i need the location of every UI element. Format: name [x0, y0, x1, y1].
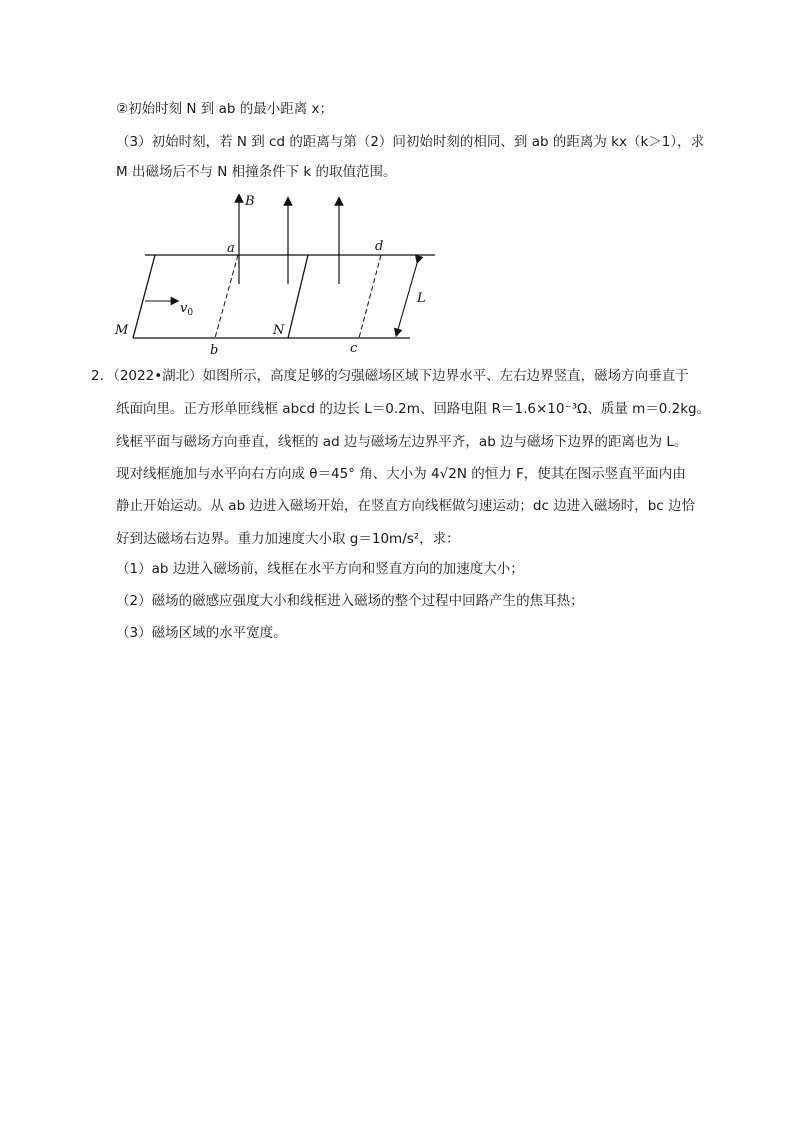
label-d: d [375, 239, 384, 254]
boundary-ab [215, 255, 238, 338]
question-2-sub-2: （2）磁场的磁感应强度大小和线框进入磁场的整个过程中回路产生的焦耳热； [116, 593, 584, 609]
part-3-text-cont: M 出磁场后不与 N 相撞条件下 k 的取值范围。 [116, 164, 397, 180]
question-2-sub-1: （1）ab 边进入磁场前，线框在水平方向和竖直方向的加速度大小； [116, 561, 524, 577]
label-N: N [273, 323, 285, 338]
bar-M [133, 255, 155, 338]
question-2-line-2: 纸面向里。正方形单匝线框 abcd 的边长 L＝0.2m、回路电阻 R＝1.6×10⁻³Ω、质量 m＝0.2kg。 [116, 401, 711, 417]
label-v0: $v_0$ [180, 301, 194, 318]
bar-N [288, 255, 308, 338]
distance-L-arrow [397, 260, 418, 333]
boundary-dc [359, 255, 381, 338]
question-2-sub-3: （3）磁场区域的水平宽度。 [116, 625, 287, 641]
question-2-line-4: 现对线框施加与水平向右方向成 θ＝45° 角、大小为 4√2N 的恒力 F，使其在图示竖直平面内由 [116, 466, 686, 482]
rails-magnetic-field-diagram [105, 188, 445, 358]
label-c: c [350, 341, 358, 356]
part-3-text: （3）初始时刻，若 N 到 cd 的距离与第（2）问初始时刻的相同、到 ab 的距离为 kx（k＞1），求 [116, 134, 705, 150]
label-L: L [417, 291, 426, 306]
label-a: a [227, 241, 235, 256]
part-2-2-text: ②初始时刻 N 到 ab 的最小距离 x； [116, 101, 333, 117]
label-M: M [115, 323, 129, 338]
label-b: b [210, 343, 219, 358]
question-2-line-1: 2．（2022•湖北）如图所示，高度足够的匀强磁场区域下边界水平、左右边界竖直，磁场方向垂直于 [91, 368, 689, 384]
question-2-line-6: 好到达磁场右边界。重力加速度大小取 g＝10m/s²，求： [116, 531, 460, 547]
label-B: B [245, 194, 255, 209]
question-2-line-3: 线框平面与磁场方向垂直，线框的 ad 边与磁场左边界平齐，ab 边与磁场下边界的距离也为 L。 [116, 434, 688, 450]
question-2-line-5: 静止开始运动。从 ab 边进入磁场开始，在竖直方向线框做匀速运动；dc 边进入磁场时，bc 边恰 [116, 498, 695, 514]
